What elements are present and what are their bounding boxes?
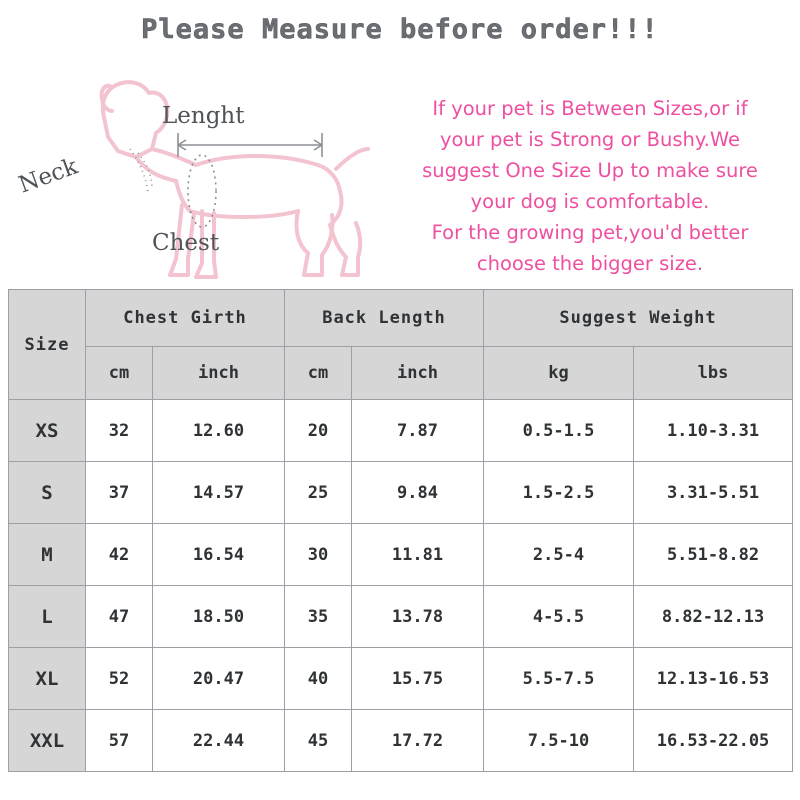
table-head [9,290,793,400]
cell-back-inch: 15.75 [352,648,484,710]
cell-weight-kg: 0.5-1.5 [484,400,634,462]
cell-weight-lbs: 5.51-8.82 [634,524,793,586]
note-line-1: If your pet is Between Sizes,or if [432,97,748,120]
cell-weight-kg: 4-5.5 [484,586,634,648]
cell-weight-lbs: 1.10-3.31 [634,400,793,462]
table-row [9,400,793,462]
cell-chest-cm: 57 [86,710,153,772]
label-chest: Chest [152,230,220,256]
cell-size: S [9,462,86,524]
table-header-row-units [9,347,793,400]
cell-weight-kg: 1.5-2.5 [484,462,634,524]
cell-chest-inch: 12.60 [153,400,285,462]
note-line-6: choose the bigger size. [476,252,704,275]
cell-back-cm: 45 [285,710,352,772]
cell-weight-lbs: 16.53-22.05 [634,710,793,772]
table-row [9,524,793,586]
cell-size: L [9,586,86,648]
cell-back-inch: 17.72 [352,710,484,772]
cell-chest-cm: 52 [86,648,153,710]
cell-back-cm: 25 [285,462,352,524]
header-back-length: Back Length [285,290,484,347]
size-table [8,289,793,772]
table-row [9,710,793,772]
cell-size: M [9,524,86,586]
cell-back-cm: 35 [285,586,352,648]
cell-size: XXL [9,710,86,772]
cell-weight-lbs: 3.31-5.51 [634,462,793,524]
header-size: Size [9,290,86,400]
top-illustration-area [0,45,800,283]
cell-chest-inch: 22.44 [153,710,285,772]
cell-back-cm: 30 [285,524,352,586]
table-row [9,586,793,648]
note-line-4: your dog is comfortable. [470,190,710,213]
note-line-5: For the growing pet,you'd better [431,221,749,244]
table-row [9,462,793,524]
cell-back-inch: 13.78 [352,586,484,648]
cell-chest-inch: 18.50 [153,586,285,648]
page-title: Please Measure before order!!! [141,14,659,45]
header-chest-cm: cm [86,347,153,400]
measure-note [390,93,790,279]
note-line-2: your pet is Strong or Bushy.We [439,128,740,151]
header-chest-girth: Chest Girth [86,290,285,347]
header-chest-inch: inch [153,347,285,400]
header-back-inch: inch [352,347,484,400]
cell-chest-cm: 42 [86,524,153,586]
cell-back-inch: 7.87 [352,400,484,462]
table-body [9,400,793,772]
cell-chest-cm: 32 [86,400,153,462]
cell-chest-cm: 37 [86,462,153,524]
header-suggest-weight: Suggest Weight [484,290,793,347]
cell-weight-lbs: 12.13-16.53 [634,648,793,710]
cell-weight-kg: 5.5-7.5 [484,648,634,710]
header-back-cm: cm [285,347,352,400]
cell-chest-inch: 14.57 [153,462,285,524]
size-table-wrapper [8,289,792,772]
cell-back-inch: 11.81 [352,524,484,586]
cell-back-cm: 40 [285,648,352,710]
note-line-3: suggest One Size Up to make sure [422,159,758,182]
table-header-row-groups [9,290,793,347]
cell-weight-kg: 7.5-10 [484,710,634,772]
cell-chest-inch: 20.47 [153,648,285,710]
cell-size: XL [9,648,86,710]
table-row [9,648,793,710]
cell-weight-lbs: 8.82-12.13 [634,586,793,648]
header-weight-kg: kg [484,347,634,400]
label-neck: Neck [15,153,82,199]
cell-chest-inch: 16.54 [153,524,285,586]
cell-back-cm: 20 [285,400,352,462]
label-length: Lenght [162,103,245,129]
header-weight-lbs: lbs [634,347,793,400]
cell-size: XS [9,400,86,462]
cell-weight-kg: 2.5-4 [484,524,634,586]
cell-back-inch: 9.84 [352,462,484,524]
cell-chest-cm: 47 [86,586,153,648]
